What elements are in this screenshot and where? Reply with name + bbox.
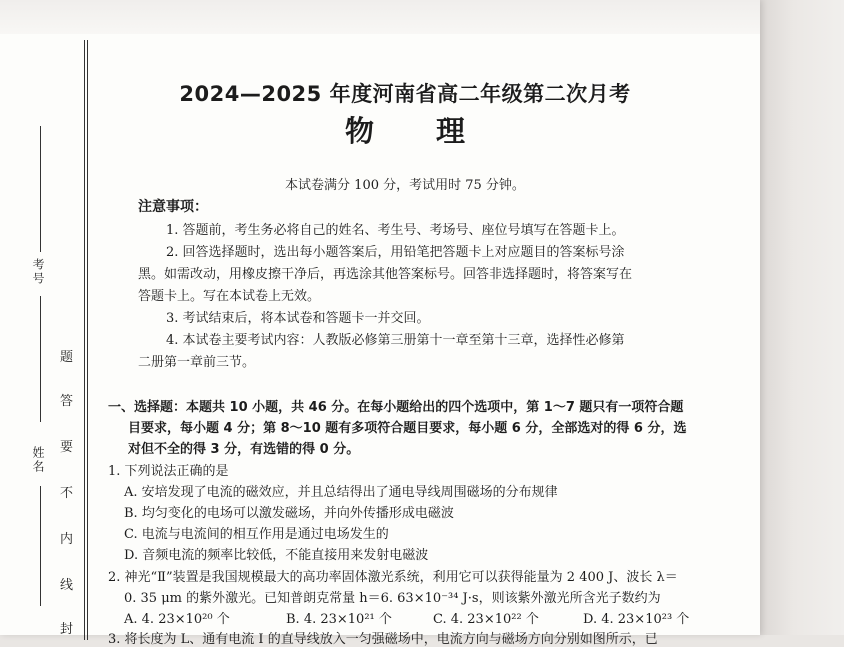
question-1-option-b: B. 均匀变化的电场可以激发磁场，并向外传播形成电磁波 (124, 506, 454, 521)
seal-char-7: 封 (60, 622, 74, 637)
binding-line-outer (84, 40, 85, 640)
section-heading: 对但不全的得 3 分，有选错的得 0 分。 (128, 442, 360, 457)
seal-char-2: 答 (60, 394, 74, 409)
desk-background (760, 0, 844, 635)
question-3-stem: 3. 将长度为 L、通有电流 I 的直导线放入一匀强磁场中，电流方向与磁场方向分别如图所示，已 (108, 632, 658, 647)
notice-line: 黑。如需改动，用橡皮擦干净后，再选涂其他答案标号。回答非选择题时，将答案写在 (138, 267, 633, 282)
notice-line: 二册第一章前三节。 (138, 355, 256, 370)
question-1-option-a: A. 安培发现了电流的磁效应，并且总结得出了通电导线周围磁场的分布规律 (124, 485, 558, 500)
exam-number-label: 考号 (31, 258, 45, 286)
exam-title: 2024—2025 年度河南省高二年级第二次月考 (179, 82, 631, 106)
question-2-option-d: D. 4. 23×10²³ 个 (583, 612, 690, 627)
name-label: 姓名 (31, 446, 45, 474)
seal-char-4: 不 (60, 486, 74, 501)
notice-line: 答题卡上。写在本试卷上无效。 (138, 289, 321, 304)
section-heading: 目要求，每小题 4 分；第 8～10 题有多项符合题目要求，每小题 6 分，全部选对的得 6 分，选 (128, 421, 687, 436)
notice-heading: 注意事项： (138, 199, 208, 215)
seal-char-3: 要 (60, 440, 74, 455)
question-2-stem: 2. 神光“Ⅱ”装置是我国规模最大的高功率固体激光系统，利用它可以获得能量为 2 400 J、波长 λ＝ (108, 570, 678, 585)
exam-number-blank (40, 126, 41, 252)
notice-line: 4. 本试卷主要考试内容：人教版必修第三册第十一章至第十三章，选择性必修第 (166, 333, 625, 348)
seal-char-1: 题 (60, 350, 74, 365)
question-1-option-c: C. 电流与电流间的相互作用是通过电场发生的 (124, 527, 389, 542)
notice-line: 2. 回答选择题时，选出每小题答案后，用铅笔把答题卡上对应题目的答案标号涂 (166, 245, 625, 260)
question-1-option-d: D. 音频电流的频率比较低，不能直接用来发射电磁波 (124, 548, 429, 563)
question-2-option-b: B. 4. 23×10²¹ 个 (286, 612, 392, 627)
question-2-option-c: C. 4. 23×10²² 个 (433, 612, 539, 627)
question-2-stem: 0. 35 μm 的紫外激光。已知普朗克常量 h＝6. 63×10⁻³⁴ J·s，则该紫外激光所含光子数约为 (124, 591, 661, 606)
seal-char-5: 内 (60, 532, 74, 547)
question-2-option-a: A. 4. 23×10²⁰ 个 (124, 612, 230, 627)
notice-line: 3. 考试结束后，将本试卷和答题卡一并交回。 (166, 311, 430, 326)
notice-line: 1. 答题前，考生务必将自己的姓名、考生号、考场号、座位号填写在答题卡上。 (166, 223, 625, 238)
binding-line-inner (87, 40, 88, 640)
question-1-stem: 1. 下列说法正确的是 (108, 464, 229, 479)
subject-title: 物理 (344, 114, 527, 148)
name-blank (40, 486, 41, 606)
exam-info: 本试卷满分 100 分，考试用时 75 分钟。 (285, 178, 525, 193)
exam-number-blank-lower (40, 296, 41, 422)
page-top-shadow (0, 0, 760, 34)
section-heading: 一、选择题：本题共 10 小题，共 46 分。在每小题给出的四个选项中，第 1～7 题只有一项符合题 (108, 400, 684, 415)
seal-char-6: 线 (60, 578, 74, 593)
